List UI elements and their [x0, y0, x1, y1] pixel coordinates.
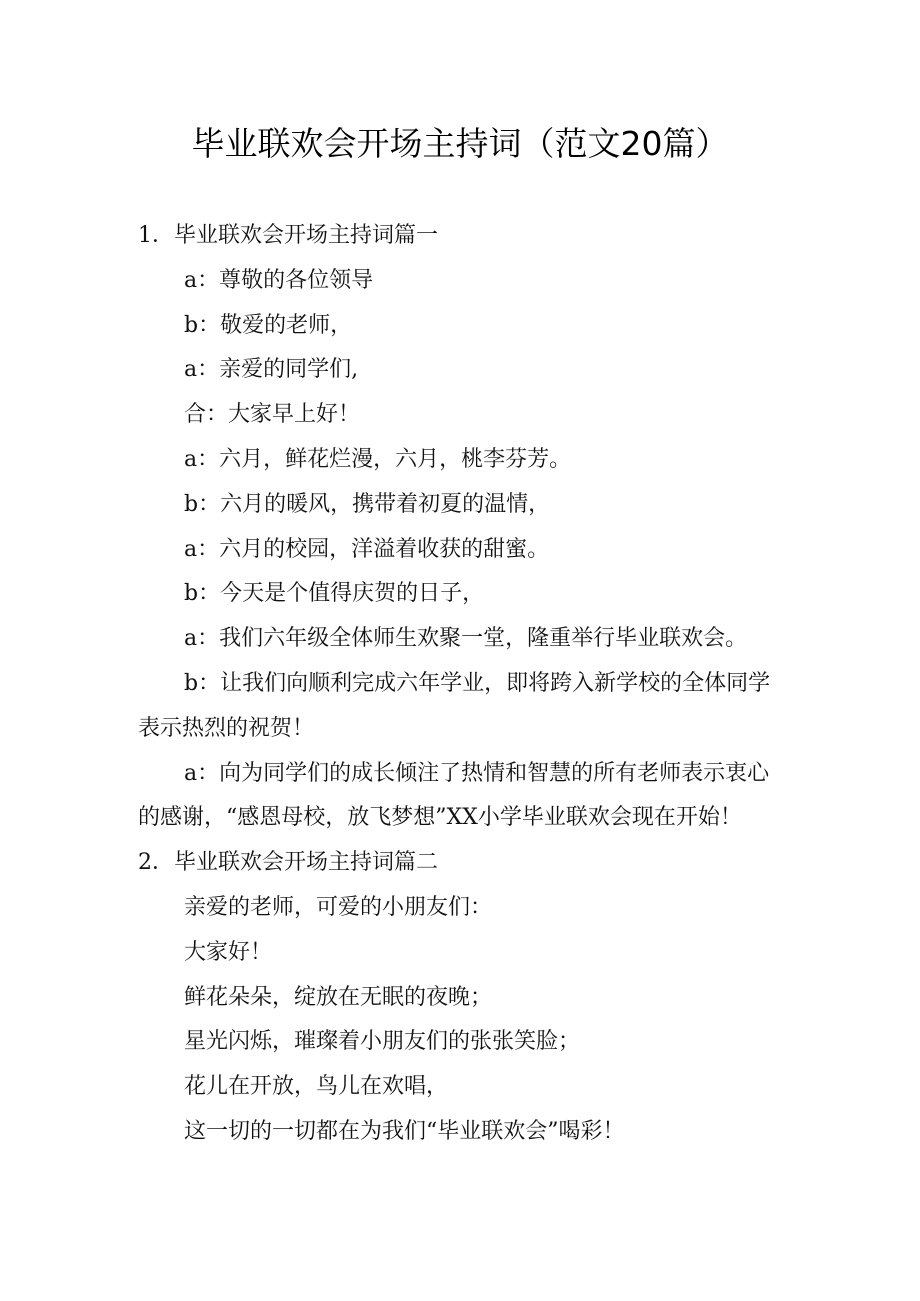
speech-line: 花儿在开放，鸟儿在欢唱， [184, 1074, 449, 1100]
speech-line: 这一切的一切都在为我们“毕业联欢会”喝彩！ [184, 1118, 625, 1144]
dialogue-line: b：敬爱的老师， [184, 312, 353, 338]
section-heading-2: 2．毕业联欢会开场主持词篇二 [138, 850, 438, 876]
speech-line: 亲爱的老师，可爱的小朋友们： [184, 894, 493, 920]
dialogue-line: a：六月，鲜花烂漫，六月，桃李芬芳。 [184, 446, 572, 472]
dialogue-line: a：我们六年级全体师生欢聚一堂，隆重举行毕业联欢会。 [184, 626, 748, 652]
document-title: 毕业联欢会开场主持词（范文20篇） [191, 124, 729, 163]
dialogue-line: b：今天是个值得庆贺的日子， [184, 581, 485, 607]
dialogue-paragraph: a：向为同学们的成长倾注了热情和智慧的所有老师表示衷心的感谢，“感恩母校，放飞梦想”XX小学毕业联欢会现在开始！ [138, 760, 770, 831]
dialogue-line: b：六月的暖风，携带着初夏的温情， [184, 491, 551, 517]
dialogue-paragraph: b：让我们向顺利完成六年学业，即将跨入新学校的全体同学表示热烈的祝贺！ [138, 670, 771, 741]
section-heading-1: 1．毕业联欢会开场主持词篇一 [138, 223, 438, 248]
dialogue-line: 合：大家早上好！ [184, 402, 361, 428]
speech-line: 星光闪烁，璀璨着小朋友们的张张笑脸； [184, 1029, 581, 1055]
dialogue-line: a：亲爱的同学们, [184, 357, 359, 383]
speech-line: 大家好！ [184, 939, 273, 965]
dialogue-line: a：尊敬的各位领导 [184, 267, 374, 293]
document-body [138, 214, 786, 1155]
dialogue-line: a：六月的校园，洋溢着收获的甜蜜。 [184, 536, 550, 562]
speech-line: 鲜花朵朵，绽放在无眠的夜晚； [184, 984, 493, 1010]
